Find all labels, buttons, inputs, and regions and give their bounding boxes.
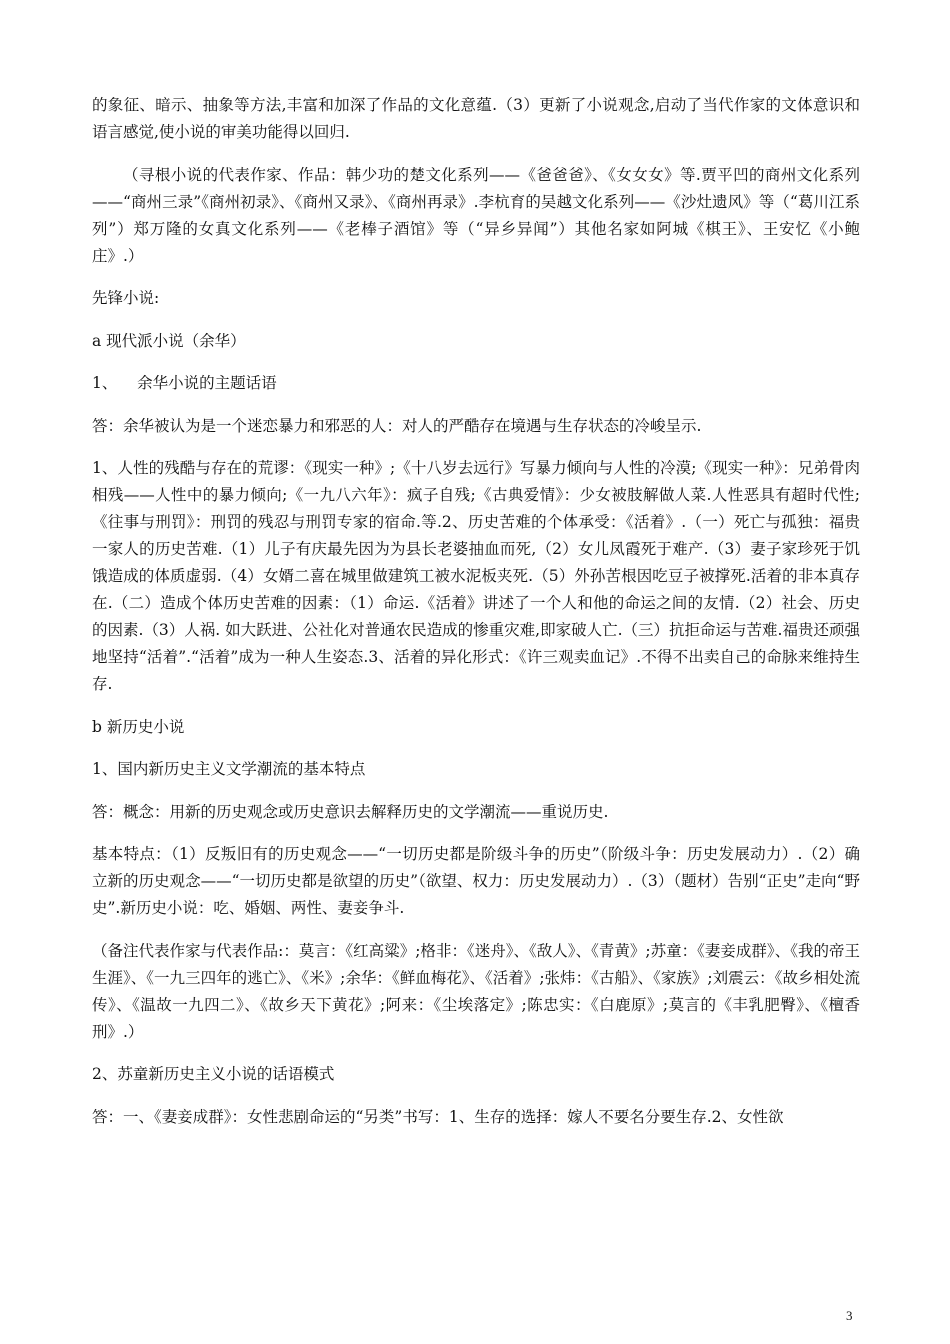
heading-new-historical: b 新历史小说	[92, 717, 185, 736]
answer-sutong: 答：一、《妻妾成群》：女性悲剧命运的“另类”书写：1、生存的选择：嫁人不要名分要生存.2、女性欲	[92, 1107, 784, 1126]
paragraph-yuhua-detail: 1、人性的残酷与存在的荒谬：《现实一种》;《十八岁去远行》写暴力倾向与人性的冷漠;《现实一种》：兄弟骨肉相残——人性中的暴力倾向;《一九八六年》：疯子自残;《古典爱情》：少女被肢解做人菜.人性恶具有超时代性;《往事与刑罚》：刑罚的残忍与刑罚专家的宿命.等.2、历史苦难的个体承受：《活着》.（一）死亡与孤独：福贵一家人的历史苦难.（1）儿子有庆最先因为为县长老婆抽血而死,（2）女儿凤霞死于难产.（3）妻子家珍死于饥饿造成的体质虚弱.（4）女婿二喜在城里做建筑工被水泥板夹死.（5）外孙苦根因吃豆子被撑死.活着的非本真存在.（二）造成个体历史苦难的因素：（1）命运.《活着》讲述了一个人和他的命运之间的友情.（2）社会、历史的因素.（3）人祸. 如大跃进、公社化对普通农民造成的惨重灾难,即家破人亡.（三）抗拒命运与苦难.福贵还顽强地坚持“活着”.“活着”成为一种人生姿态.3、活着的异化形式：《许三观卖血记》.不得不出卖自己的命脉来维持生存.	[92, 459, 860, 693]
paragraph-notes-authors: （备注代表作家与代表作品:：莫言：《红高粱》;格非：《迷舟》、《敌人》、《青黄》;苏童：《妻妾成群》、《我的帝王生涯》、《一九三四年的逃亡》、《米》;余华：《鲜血梅花》、《活着》;张炜：《古船》、《家族》;刘震云：《故乡相处流传》、《温故一九四二》、《故乡天下黄花》;阿来：《尘埃落定》;陈忠实：《白鹿原》;莫言的《丰乳肥臀》、《檀香刑》.）	[92, 941, 860, 1041]
answer-yuhua: 答：余华被认为是一个迷恋暴力和邪恶的人：对人的严酷存在境遇与生存状态的冷峻呈示.	[92, 416, 702, 435]
question-new-historicism: 1、国内新历史主义文学潮流的基本特点	[92, 760, 366, 778]
paragraph-continuation: 的象征、暗示、抽象等方法,丰富和加深了作品的文化意蕴.（3）更新了小说观念,启动了当代作家的文体意识和语言感觉,使小说的审美功能得以回归.	[92, 96, 860, 141]
question-yuhua-theme: 1、 余华小说的主题话语	[92, 374, 277, 392]
question-sutong: 2、苏童新历史主义小说的话语模式	[92, 1065, 335, 1083]
paragraph-basic-features: 基本特点：（1）反叛旧有的历史观念——“一切历史都是阶级斗争的历史”（阶级斗争：历史发展动力）.（2）确立新的历史观念——“一切历史都是欲望的历史”（欲望、权力：历史发展动力）.（3）（题材）告别“正史”走向“野史”.新历史小说：吃、婚姻、两性、妻妾争斗.	[92, 845, 860, 917]
answer-concept: 答：概念：用新的历史观念或历史意识去解释历史的文学潮流——重说历史.	[92, 802, 609, 821]
paragraph-xungen-authors: （寻根小说的代表作家、作品：韩少功的楚文化系列——《爸爸爸》、《女女女》等.贾平凹的商州文化系列——“商州三录”《商州初录》、《商州又录》、《商州再录》.李杭育的吴越文化系列——《沙灶遗风》等（“葛川江系列”）郑万隆的女真文化系列——《老棒子酒馆》等（“异乡异闻”）其他名家如阿城《棋王》、王安忆《小鲍庄》.）	[92, 165, 860, 265]
heading-modernist: a 现代派小说（余华）	[92, 331, 246, 350]
page-number: 3	[846, 1308, 853, 1323]
page-body	[92, 92, 860, 1141]
heading-avant-garde: 先锋小说:	[92, 289, 160, 307]
